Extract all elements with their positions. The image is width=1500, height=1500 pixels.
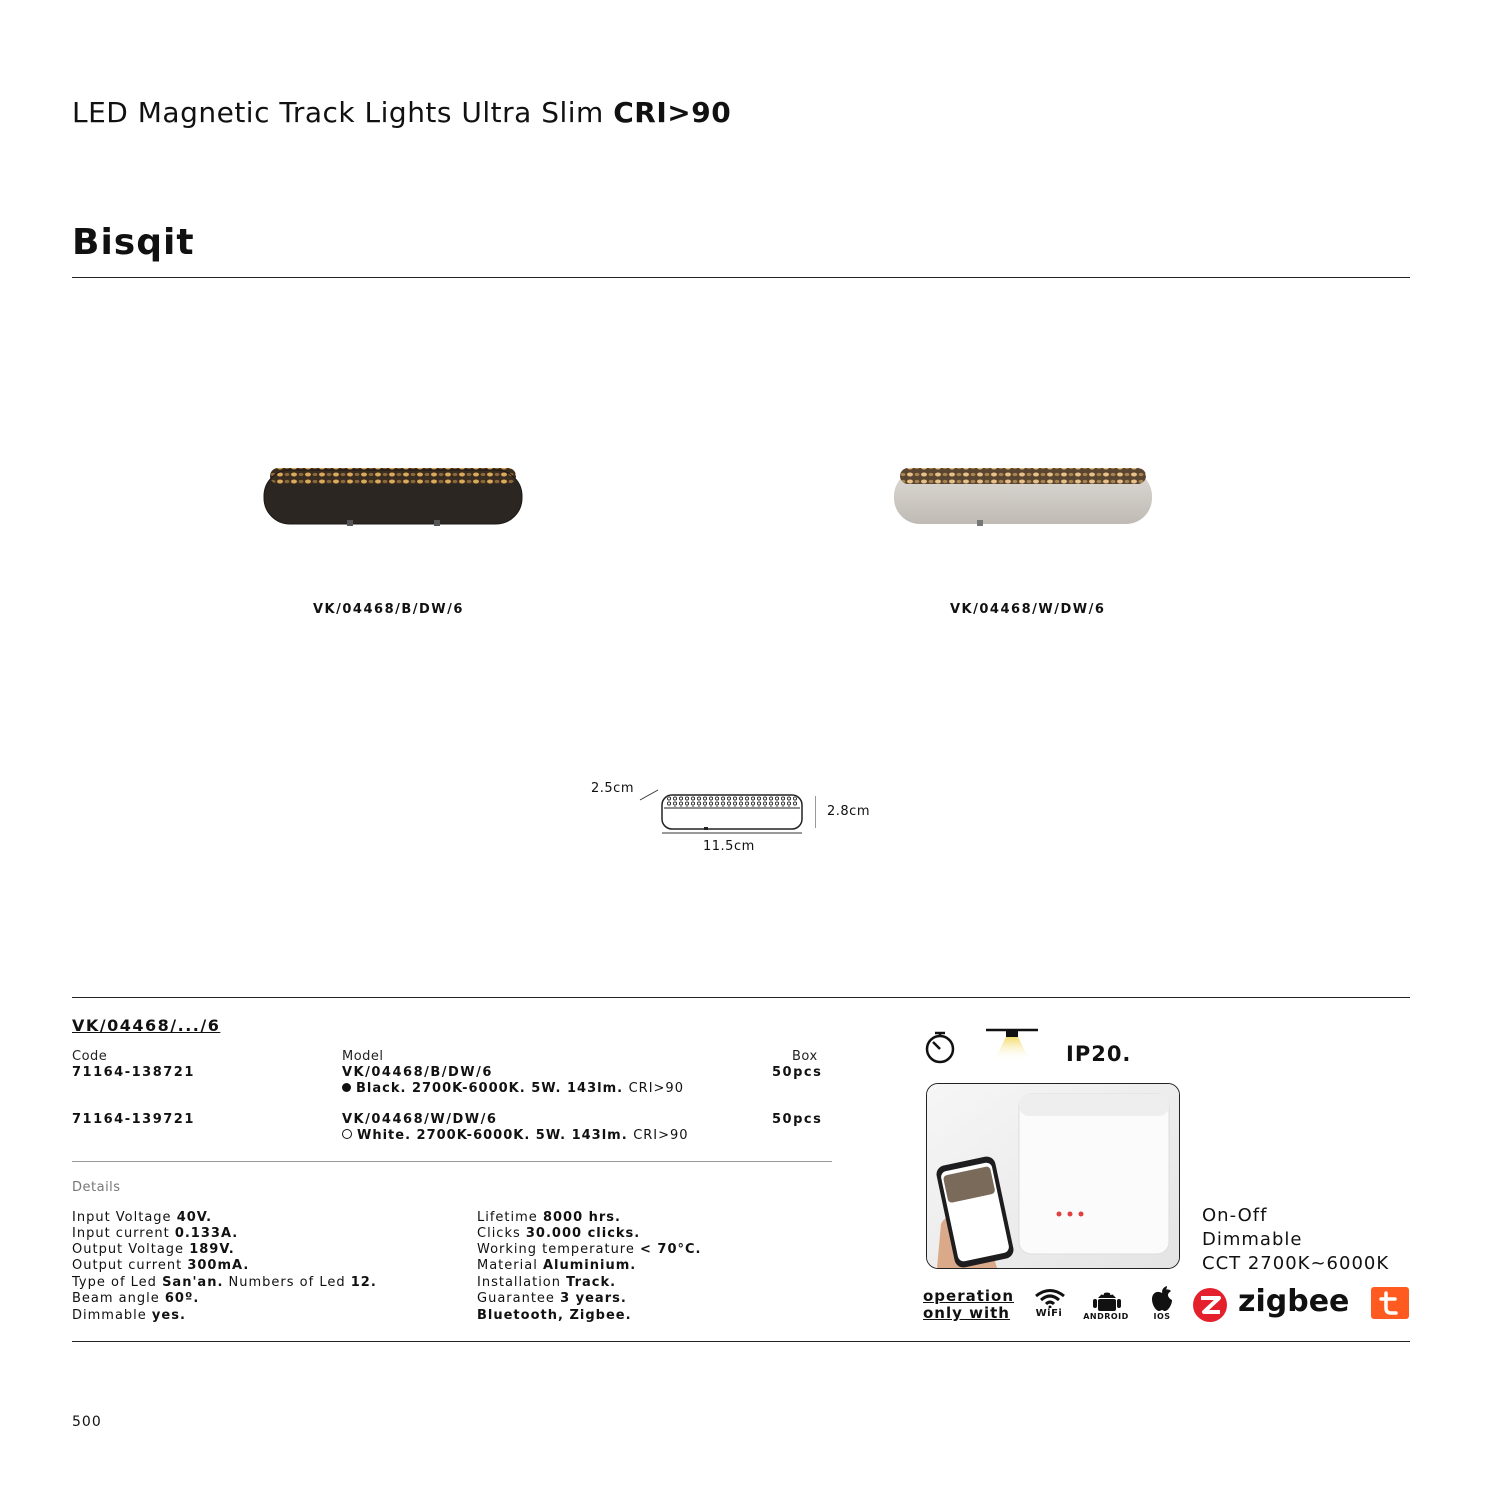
spec-value: 8000 hrs. (542, 1210, 621, 1225)
lamp-white-label: VK/04468/W/DW/6 (950, 602, 1106, 617)
header-divider (72, 277, 1410, 278)
row2-box: 50pcs (772, 1112, 823, 1127)
footer-divider (72, 1341, 1410, 1342)
spec-value: Track. (566, 1275, 617, 1290)
spec-value: Bluetooth, Zigbee. (477, 1308, 632, 1323)
row2-description (342, 1128, 689, 1143)
white-swatch-icon (342, 1129, 352, 1139)
row2-cri: CRI>90 (633, 1128, 689, 1143)
app-gateway-photo (926, 1083, 1180, 1269)
spec-key: Input Voltage (72, 1210, 177, 1225)
feature-on-off: On-Off (1202, 1205, 1268, 1226)
wifi-label: WiFi (1035, 1308, 1063, 1319)
spec-key: Material (477, 1258, 543, 1273)
apple-icon (1150, 1286, 1174, 1312)
black-swatch-icon (342, 1083, 351, 1092)
dim-depth-label: 2.5cm (591, 781, 634, 796)
spec-value: 300mA. (187, 1258, 250, 1273)
android-label: ANDROID (1083, 1312, 1129, 1321)
row1-description (342, 1081, 684, 1096)
page-number: 500 (72, 1414, 102, 1430)
operation-line1: operation (923, 1287, 1015, 1305)
spec-value: < 70°C. (640, 1242, 702, 1257)
spec-value: 30.000 clicks. (525, 1226, 641, 1241)
spec-input-current (72, 1226, 238, 1242)
lamp-white-image (892, 464, 1154, 530)
spec-installation (477, 1275, 616, 1291)
spec-output-voltage (72, 1242, 235, 1258)
spec-input-voltage (72, 1210, 212, 1226)
row2-model: VK/04468/W/DW/6 (342, 1112, 498, 1127)
spec-dimmable (72, 1308, 186, 1324)
spec-key: Output current (72, 1258, 188, 1273)
wifi-icon (1033, 1288, 1067, 1308)
operation-line2: only with (923, 1304, 1010, 1322)
spec-working-temp (477, 1242, 702, 1258)
spec-value: Aluminium. (542, 1258, 637, 1273)
row1-desc-text: Black. 2700K-6000K. 5W. 143lm. (356, 1081, 629, 1096)
spec-clicks (477, 1226, 640, 1242)
col-header-code: Code (72, 1049, 108, 1064)
zigbee-wordmark: zigbee (1238, 1284, 1350, 1319)
spec-key: Lifetime (477, 1210, 543, 1225)
spec-led-type (72, 1275, 377, 1291)
family-code: VK/04468/.../6 (72, 1016, 221, 1035)
spec-key-2: Numbers of Led (223, 1275, 351, 1290)
catalog-heading-cri: CRI>90 (613, 96, 732, 129)
timer-icon (921, 1030, 959, 1064)
table-divider (72, 1161, 832, 1162)
spec-key: Output Voltage (72, 1242, 190, 1257)
spec-lifetime (477, 1210, 621, 1226)
lamp-black-image (262, 464, 524, 530)
details-heading: Details (72, 1180, 121, 1195)
spec-key: Dimmable (72, 1308, 152, 1323)
col-header-model: Model (342, 1049, 384, 1064)
spec-value: 40V. (176, 1210, 213, 1225)
spec-value: 0.133A. (174, 1226, 239, 1241)
dimension-drawing (636, 786, 816, 846)
spec-key: Clicks (477, 1226, 526, 1241)
spec-key: Input current (72, 1226, 175, 1241)
specs-top-divider (72, 997, 1410, 998)
product-name: Bisqit (72, 222, 195, 263)
spec-connectivity (477, 1308, 632, 1324)
row1-code: 71164-138721 (72, 1065, 195, 1080)
catalog-heading (72, 96, 731, 129)
spec-key: Installation (477, 1275, 567, 1290)
gateway-illustration (927, 1084, 1179, 1268)
row1-model: VK/04468/B/DW/6 (342, 1065, 493, 1080)
lamp-black-label: VK/04468/B/DW/6 (313, 602, 464, 617)
feature-cct: CCT 2700K~6000K (1202, 1253, 1390, 1274)
spec-key: Type of Led (72, 1275, 163, 1290)
row1-cri: CRI>90 (628, 1081, 684, 1096)
spec-key: Beam angle (72, 1291, 165, 1306)
spec-beam-angle (72, 1291, 199, 1307)
ios-label: IOS (1153, 1312, 1171, 1321)
spec-guarantee (477, 1291, 627, 1307)
feature-dimmable: Dimmable (1202, 1229, 1303, 1250)
spec-value: San'an. (162, 1275, 224, 1290)
android-icon (1092, 1288, 1122, 1312)
spec-value: 3 years. (560, 1291, 627, 1306)
row2-desc-text: White. 2700K-6000K. 5W. 143lm. (357, 1128, 634, 1143)
dim-width-label: 11.5cm (703, 839, 755, 854)
spec-material (477, 1258, 636, 1274)
catalog-heading-text: LED Magnetic Track Lights Ultra Slim (72, 96, 614, 129)
spec-key: Working temperature (477, 1242, 640, 1257)
col-header-box: Box (792, 1049, 818, 1064)
row2-code: 71164-139721 (72, 1112, 195, 1127)
row1-box: 50pcs (772, 1065, 823, 1080)
spec-value: 60º. (164, 1291, 200, 1306)
spec-value: 189V. (189, 1242, 235, 1257)
ip-rating: IP20. (1066, 1042, 1132, 1066)
dim-height-label: 2.8cm (827, 804, 870, 819)
zigbee-logo-icon (1192, 1287, 1228, 1323)
spec-output-current (72, 1258, 249, 1274)
spec-value-2: 12. (350, 1275, 377, 1290)
tuya-logo-icon (1371, 1287, 1409, 1319)
spec-key: Guarantee (477, 1291, 561, 1306)
downlight-icon (984, 1027, 1040, 1061)
spec-value: yes. (151, 1308, 186, 1323)
